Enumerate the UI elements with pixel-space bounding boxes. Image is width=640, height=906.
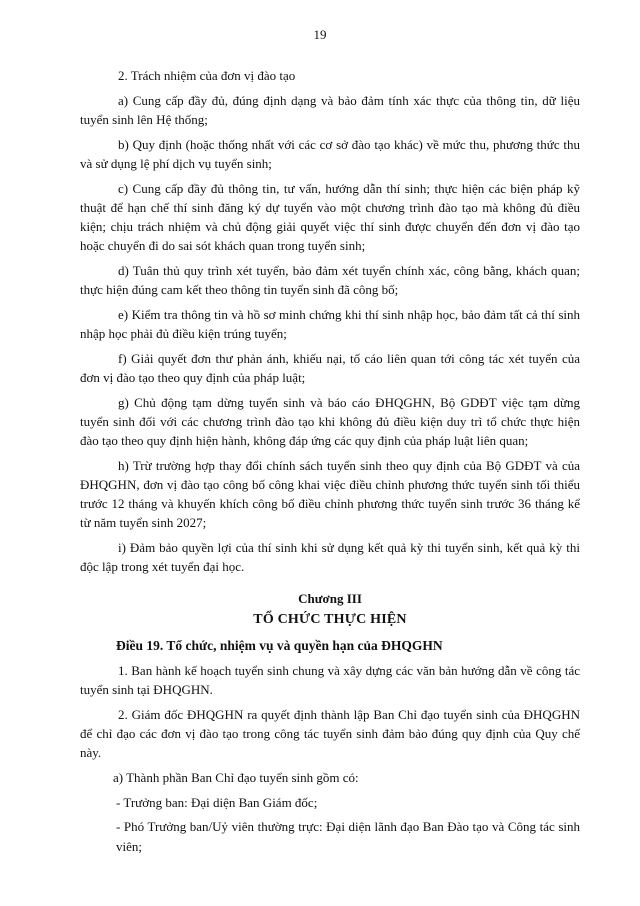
item-h: h) Trừ trường hợp thay đổi chính sách tuyển sinh theo quy định của Bộ GDĐT và của ĐHQGHN, đơn vị đào tạo công bố công khai việc điều chỉnh phương thức tuyển sinh tối thiểu trước 12 tháng và khuyến khích công bố điều chỉnh phương thức tuyển sinh trước 36 tháng kể từ năm tuyển sinh 2027; bbox=[80, 457, 580, 531]
item-d: d) Tuân thủ quy trình xét tuyển, bảo đảm xét tuyển chính xác, công bằng, khách quan; thực hiện đúng cam kết theo thông tin tuyển sinh đã công bố; bbox=[80, 262, 580, 298]
item-g: g) Chủ động tạm dừng tuyển sinh và báo cáo ĐHQGHN, Bộ GDĐT việc tạm dừng tuyển sinh đối với các chương trình đào tạo khi không đủ điều kiện duy trì tổ chức thực hiện đào tạo theo quy định hiện hành, không đáp ứng các quy định của pháp luật liên quan; bbox=[80, 394, 580, 448]
article-dash-2: - Phó Trưởng ban/Uỷ viên thường trực: Đại diện lãnh đạo Ban Đào tạo và Công tác sinh viên; bbox=[116, 819, 580, 854]
article-dash-1: - Trưởng ban: Đại diện Ban Giám đốc; bbox=[116, 794, 318, 810]
article-title: Điều 19. Tổ chức, nhiệm vụ và quyền hạn của ĐHQGHN bbox=[116, 637, 443, 653]
article-subitem-a: a) Thành phần Ban Chỉ đạo tuyển sinh gồm có: bbox=[113, 770, 359, 785]
item-e: e) Kiểm tra thông tin và hồ sơ minh chứng khi thí sinh nhập học, bảo đảm tất cả thí sinh nhập học phải đủ điều kiện trúng tuyển; bbox=[80, 306, 580, 341]
item-i: i) Đảm bảo quyền lợi của thí sinh khi sử dụng kết quả kỳ thi tuyển sinh, kết quả kỳ thi độc lập trong xét tuyển đại học. bbox=[80, 539, 580, 575]
item-a: a) Cung cấp đầy đủ, đúng định dạng và bảo đảm tính xác thực của thông tin, dữ liệu tuyển sinh lên Hệ thống; bbox=[80, 92, 580, 127]
page-number: 19 bbox=[313, 27, 327, 42]
article-paragraph-1: 1. Ban hành kế hoạch tuyển sinh chung và xây dựng các văn bản hướng dẫn về công tác tuyển sinh tại ĐHQGHN. bbox=[80, 662, 580, 698]
chapter-label: Chương III bbox=[298, 591, 362, 607]
item-b: b) Quy định (hoặc thống nhất với các cơ sở đào tạo khác) về mức thu, phương thức thu và sử dụng lệ phí dịch vụ tuyển sinh; bbox=[80, 136, 580, 171]
section-heading: 2. Trách nhiệm của đơn vị đào tạo bbox=[118, 68, 296, 83]
document-body bbox=[80, 66, 580, 861]
item-f: f) Giải quyết đơn thư phản ánh, khiếu nại, tố cáo liên quan tới công tác xét tuyển của đơn vị đào tạo theo quy định của pháp luật; bbox=[80, 350, 580, 385]
article-paragraph-2: 2. Giám đốc ĐHQGHN ra quyết định thành lập Ban Chỉ đạo tuyển sinh của ĐHQGHN để chỉ đạo các đơn vị đào tạo trong công tác tuyển sinh đảm bảo đúng quy định của Quy chế này. bbox=[80, 706, 580, 761]
item-c: c) Cung cấp đầy đủ thông tin, tư vấn, hướng dẫn thí sinh; thực hiện các biện pháp kỹ thuật để hạn chế thí sinh đăng ký dự tuyển vào một chương trình đào tạo mà không đủ điều kiện; chịu trách nhiệm và chủ động giải quyết việc thí sinh được chuyển đến đơn vị đào tạo hoặc chuyển đi do sai sót khách quan trong tuyển sinh; bbox=[80, 180, 580, 254]
chapter-title: TỔ CHỨC THỰC HIỆN bbox=[253, 611, 407, 627]
